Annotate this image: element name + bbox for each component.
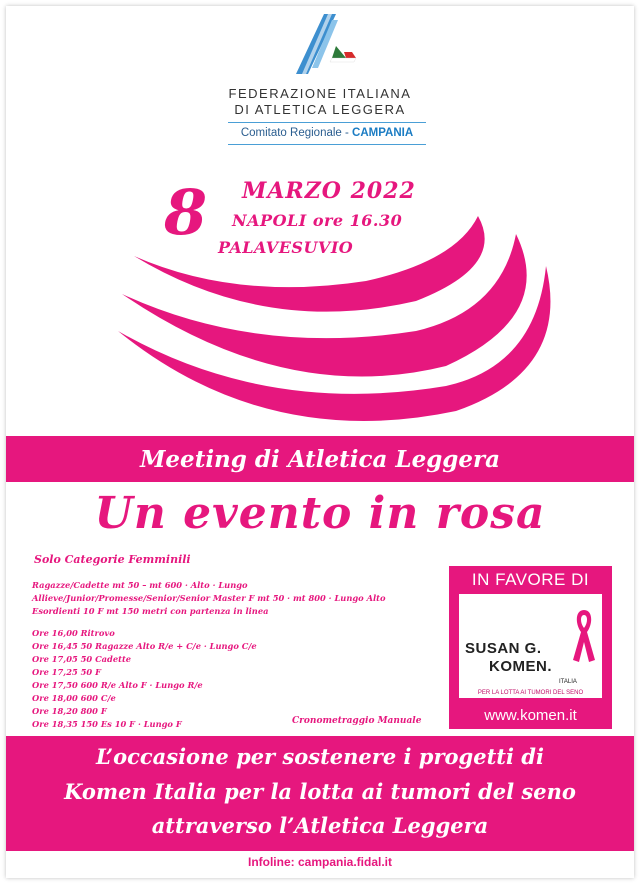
fidal-logo-icon: [288, 12, 364, 82]
komen-logo: [459, 594, 602, 698]
in-favore-label: IN FAVORE DI: [471, 570, 590, 589]
schedule-line: Ore 16,00 Ritrovo: [32, 628, 115, 638]
schedule-line: Ore 18,00 600 C/e: [32, 693, 116, 703]
komen-box: [449, 566, 612, 729]
komen-logo-italia: ITALIA: [559, 679, 577, 685]
pink-ribbon-icon: [571, 606, 597, 664]
divider: [228, 122, 426, 123]
federation-name-line2: DI ATLETICA LEGGERA: [234, 102, 406, 117]
schedule-line: Ore 16,45 50 Ragazze Alto R/e + C/e · Lungo C/e: [32, 641, 257, 651]
poster: [6, 6, 634, 878]
footer-line2: Komen Italia per la lotta ai tumori del seno: [64, 779, 576, 804]
schedule-line: Ore 18,20 800 F: [32, 706, 107, 716]
divider: [228, 144, 426, 145]
komen-url[interactable]: www.komen.it: [484, 707, 577, 724]
komen-logo-line1: SUSAN G.: [465, 640, 542, 657]
schedule-line: Ore 17,05 50 Cadette: [32, 654, 132, 664]
event-venue: PALAVESUVIO: [218, 238, 354, 257]
headline: Un evento in rosa: [94, 488, 546, 539]
timing-note: Cronometraggio Manuale: [292, 716, 422, 726]
committee-region: CAMPANIA: [352, 127, 414, 139]
komen-tagline: PER LA LOTTA AI TUMORI DEL SENO: [477, 690, 584, 696]
regional-committee: [228, 127, 426, 139]
event-day: 8: [164, 176, 208, 249]
category-line: Allieve/Junior/Promesse/Senior/Senior Master F mt 50 · mt 800 · Lungo Alto: [32, 593, 386, 603]
category-line: Esordienti 10 F mt 150 metri con partenza in linea: [32, 606, 269, 616]
category-line: Ragazze/Cadette mt 50 – mt 600 · Alto · Lungo: [32, 580, 248, 590]
committee-prefix: Comitato Regionale -: [240, 127, 349, 139]
infoline[interactable]: Infoline: campania.fidal.it: [247, 855, 393, 869]
komen-logo-line2: KOMEN.: [489, 658, 552, 675]
event-city-time: NAPOLI ore 16.30: [232, 211, 403, 230]
footer-line3: attraverso l’Atletica Leggera: [151, 813, 489, 838]
meeting-title: Meeting di Atletica Leggera: [139, 446, 501, 473]
schedule-line: Ore 18,35 150 Es 10 F · Lungo F: [32, 719, 182, 729]
event-month-year: MARZO 2022: [242, 178, 416, 204]
program-heading: Solo Categorie Femminili: [34, 553, 191, 566]
federation-name-line1: FEDERAZIONE ITALIANA: [228, 86, 412, 101]
schedule-line: Ore 17,50 600 R/e Alto F · Lungo R/e: [32, 680, 203, 690]
footer-line1: L’occasione per sostenere i progetti di: [96, 744, 544, 769]
schedule-line: Ore 17,25 50 F: [32, 667, 101, 677]
